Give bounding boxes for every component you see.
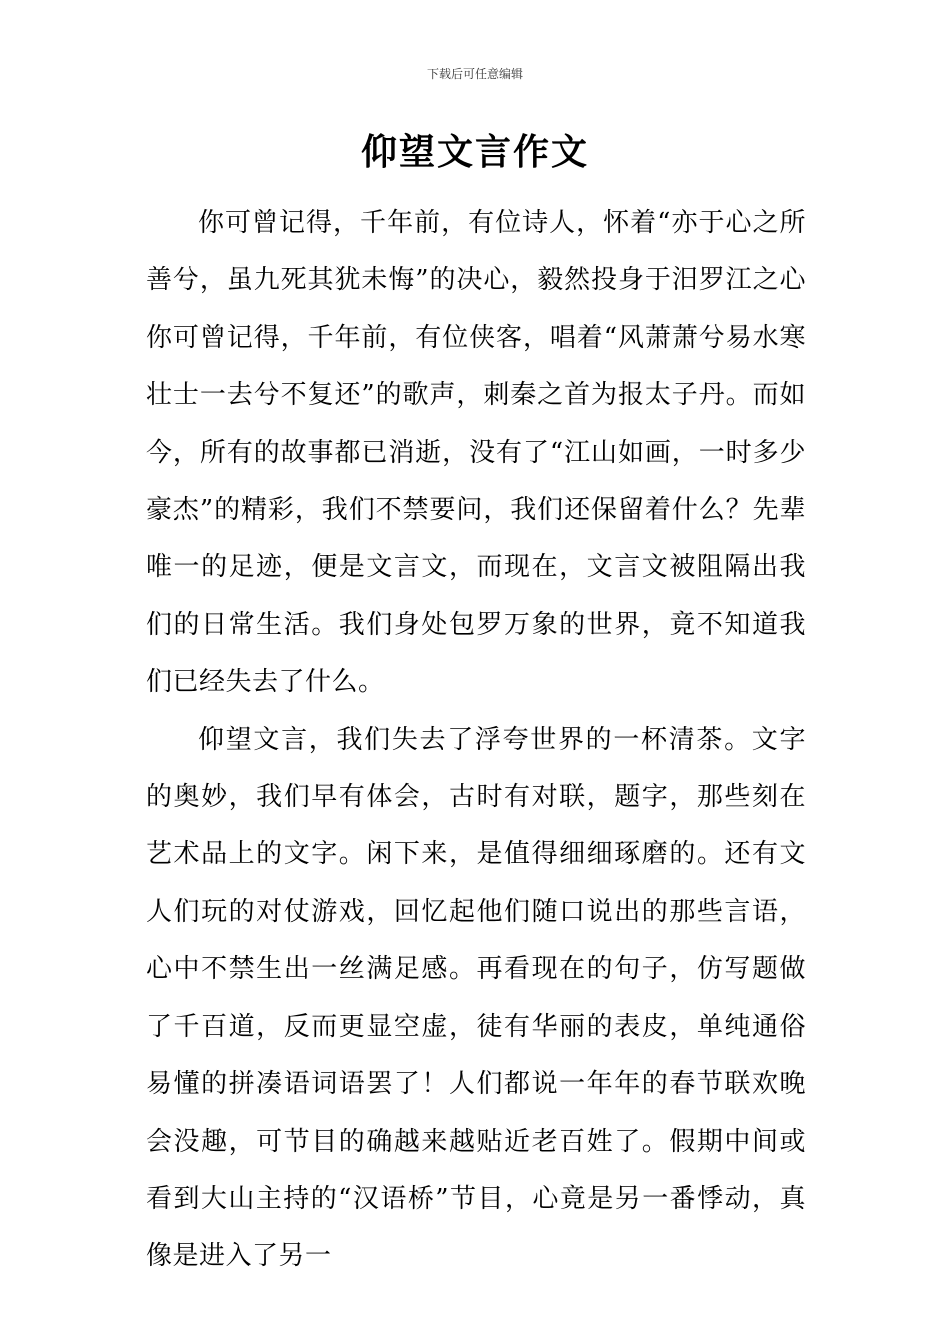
document-body <box>146 195 806 1286</box>
page-header-note: 下载后可任意编辑 <box>426 67 523 81</box>
document-title: 仰望文言作文 <box>360 132 589 173</box>
paragraph-2: 仰望文言，我们失去了浮夸世界的一杯清茶。文字的奥妙，我们早有体会，古时有对联，题字，那些刻在艺术品上的文字。闲下来，是值得细细琢磨的。还有文人们玩的对仗游戏，回忆起他们随口说出的那些言语，心中不禁生出一丝满足感。再看现在的句子，仿写题做了千百道，反而更显空虚，徒有华丽的表皮，单纯通俗易懂的拼凑语词语罢了！人们都说一年年的春节联欢晚会没趣，可节目的确越来越贴近老百姓了。假期中间或看到大山主持的“汉语桥”节目，心竟是另一番悸动，真像是进入了另一 <box>146 724 806 1272</box>
paragraph-1: 你可曾记得，千年前，有位诗人，怀着“亦于心之所善兮，虽九死其犹未悔”的决心，毅然投身于汨罗江之心你可曾记得，千年前，有位侠客，唱着“风萧萧兮易水寒壮士一去兮不复还”的歌声，刺秦之首为报太子丹。而如今，所有的故事都已消逝，没有了“江山如画，一时多少豪杰”的精彩，我们不禁要问，我们还保留着什么？先辈唯一的足迹，便是文言文，而现在，文言文被阻隔出我们的日常生活。我们身处包罗万象的世界，竟不知道我们已经失去了什么。 <box>146 208 806 698</box>
